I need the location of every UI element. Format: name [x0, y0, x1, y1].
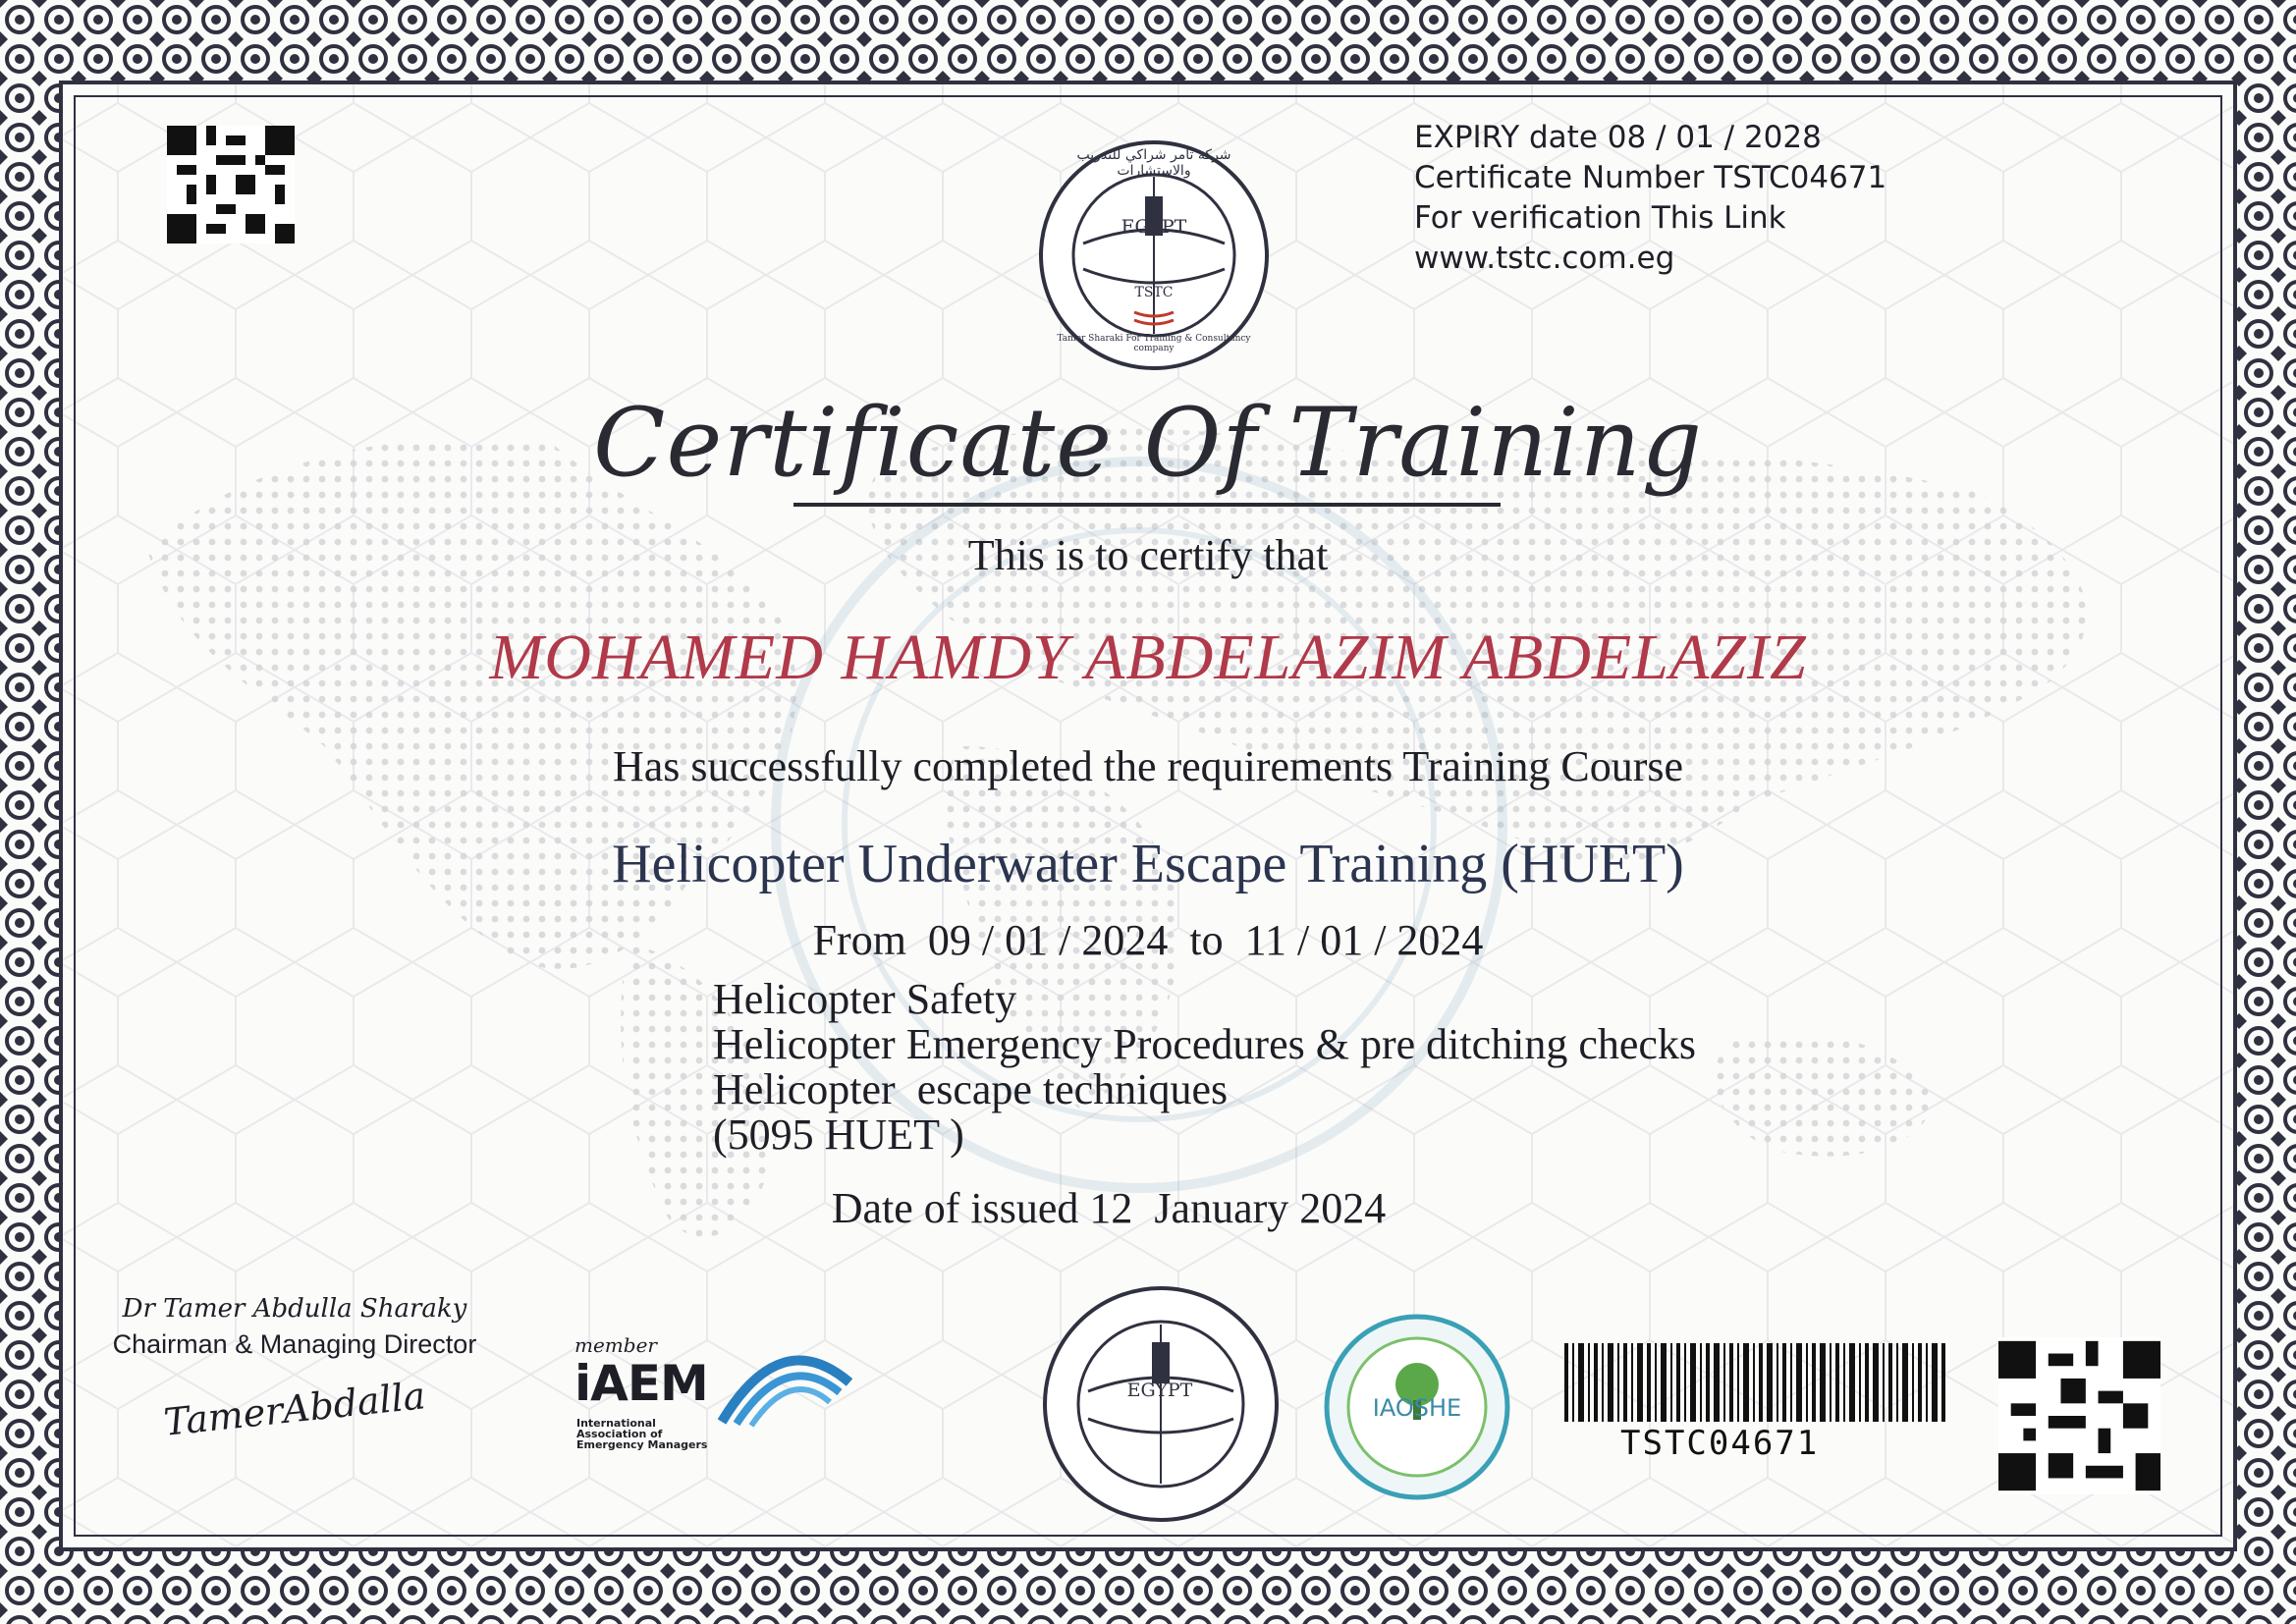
certificate-title: Certificate Of Training — [593, 388, 1703, 498]
iaem-full-line: International — [576, 1417, 656, 1430]
iaem-badge — [574, 1333, 859, 1456]
iaoshe-label: IAOSHE — [1372, 1394, 1462, 1422]
iaem-full-name — [576, 1418, 707, 1450]
qr-code-top — [167, 126, 295, 244]
issue-date: Date of issued 12 January 2024 — [831, 1184, 1387, 1232]
course-modules — [713, 977, 1696, 1158]
logo-country-bottom: EGYPT — [1126, 1380, 1193, 1401]
logo-country: EGYPT — [1121, 216, 1187, 238]
logo-abbr: TSTC — [1134, 285, 1174, 300]
module-item: Helicopter Emergency Procedures & pre ditching checks — [713, 1020, 1697, 1068]
iaem-member-label: member — [574, 1333, 657, 1357]
logo-arabic: شركة تامر شراكي للتدريب والاستشارات — [1076, 147, 1231, 179]
logo-english: Tamer Sharaki For Training & Consultancy company — [1057, 334, 1251, 353]
signatory-block — [108, 1294, 481, 1444]
iaem-full-line: Association of — [576, 1428, 663, 1440]
barcode — [1564, 1343, 1947, 1422]
signature: TamerAbdalla — [161, 1374, 428, 1444]
course-title: Helicopter Underwater Escape Training (HUET) — [612, 834, 1684, 894]
course-dates: From 09 / 01 / 2024 to 11 / 01 / 2024 — [812, 916, 1484, 964]
title-underline — [793, 503, 1501, 507]
iaem-name: iAEM — [574, 1355, 708, 1412]
barcode-text: TSTC04671 — [1620, 1424, 1820, 1463]
recipient-name: MOHAMED HAMDY ABDELAZIM ABDELAZIZ — [489, 622, 1807, 693]
verification-block — [1414, 118, 1886, 279]
certificate-number: Certificate Number TSTC04671 — [1414, 160, 1887, 195]
signatory-role: Chairman & Managing Director — [112, 1329, 477, 1359]
qr-code-bottom — [1998, 1337, 2160, 1494]
completion-statement: Has successfully completed the requirements Training Course — [612, 742, 1683, 790]
expiry-date: EXPIRY date 08 / 01 / 2028 — [1414, 120, 1822, 155]
module-item: Helicopter Safety — [713, 975, 1017, 1023]
iaem-waves-icon — [692, 1333, 859, 1441]
module-item: Helicopter escape techniques — [713, 1065, 1229, 1113]
module-item: (5095 HUET ) — [713, 1110, 964, 1159]
signatory-name: Dr Tamer Abdulla Sharaky — [122, 1294, 467, 1324]
iaem-full-line: Emergency Managers — [576, 1438, 708, 1451]
intro-text: This is to certify that — [967, 531, 1329, 579]
verification-label: For verification This Link — [1414, 200, 1786, 236]
verification-link[interactable]: www.tstc.com.eg — [1414, 241, 1675, 276]
tstc-logo-bottom — [1033, 1281, 1288, 1527]
